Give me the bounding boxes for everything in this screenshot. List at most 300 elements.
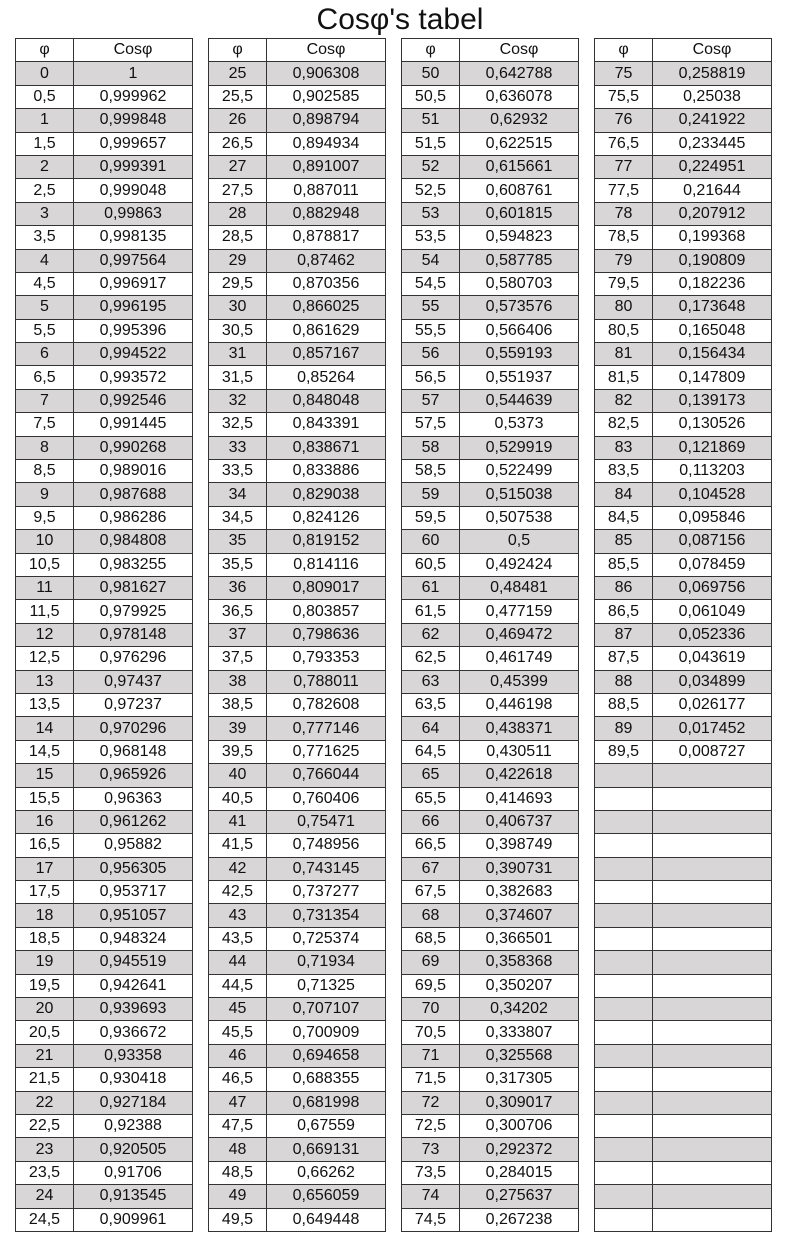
cos-cell: 0,061049 xyxy=(653,600,772,623)
table-row xyxy=(16,1161,772,1184)
column-gap xyxy=(386,132,402,155)
phi-cell: 60 xyxy=(402,530,460,553)
phi-cell: 57,5 xyxy=(402,413,460,436)
phi-cell: 38,5 xyxy=(209,693,267,716)
cos-cell: 0,95882 xyxy=(74,834,193,857)
phi-cell xyxy=(595,1208,653,1231)
table-row xyxy=(16,483,772,506)
table-row xyxy=(16,366,772,389)
cos-cell: 0,848048 xyxy=(267,389,386,412)
column-gap xyxy=(386,764,402,787)
cos-cell: 0,870356 xyxy=(267,272,386,295)
column-gap xyxy=(579,951,595,974)
cos-cell xyxy=(653,974,772,997)
phi-cell: 21 xyxy=(16,1044,74,1067)
cos-cell: 0,725374 xyxy=(267,927,386,950)
phi-cell: 39,5 xyxy=(209,740,267,763)
cos-cell: 0,956305 xyxy=(74,857,193,880)
cos-cell: 0,190809 xyxy=(653,249,772,272)
cos-cell: 0,803857 xyxy=(267,600,386,623)
cos-cell: 0,580703 xyxy=(460,272,579,295)
phi-cell: 76,5 xyxy=(595,132,653,155)
phi-cell: 31,5 xyxy=(209,366,267,389)
table-row xyxy=(16,226,772,249)
phi-cell: 88,5 xyxy=(595,693,653,716)
cos-cell: 0,809017 xyxy=(267,576,386,599)
column-gap xyxy=(193,483,209,506)
cos-cell: 0,544639 xyxy=(460,389,579,412)
column-gap xyxy=(579,623,595,646)
table-row xyxy=(16,740,772,763)
phi-cell: 37,5 xyxy=(209,647,267,670)
phi-cell: 35,5 xyxy=(209,553,267,576)
cos-cell: 0,984808 xyxy=(74,530,193,553)
cos-cell: 0,976296 xyxy=(74,647,193,670)
phi-cell xyxy=(595,1068,653,1091)
column-gap xyxy=(193,319,209,342)
cos-cell: 0,608761 xyxy=(460,179,579,202)
column-gap xyxy=(193,296,209,319)
phi-cell: 1 xyxy=(16,109,74,132)
phi-cell: 75 xyxy=(595,62,653,85)
phi-cell: 79 xyxy=(595,249,653,272)
cos-cell: 0,99863 xyxy=(74,202,193,225)
phi-cell: 6,5 xyxy=(16,366,74,389)
cos-cell: 0,430511 xyxy=(460,740,579,763)
phi-cell: 1,5 xyxy=(16,132,74,155)
table-row xyxy=(16,389,772,412)
cos-cell: 0,694658 xyxy=(267,1044,386,1067)
cos-cell: 0,636078 xyxy=(460,85,579,108)
column-gap xyxy=(579,296,595,319)
column-gap xyxy=(386,39,402,62)
cos-cell: 0,989016 xyxy=(74,460,193,483)
phi-cell: 40,5 xyxy=(209,787,267,810)
phi-cell: 87 xyxy=(595,623,653,646)
cos-cell: 0,945519 xyxy=(74,951,193,974)
phi-cell: 26 xyxy=(209,109,267,132)
table-row xyxy=(16,787,772,810)
column-gap xyxy=(579,343,595,366)
column-gap xyxy=(193,998,209,1021)
phi-cell: 12 xyxy=(16,623,74,646)
column-gap xyxy=(193,600,209,623)
column-gap xyxy=(579,670,595,693)
cos-cell: 0,522499 xyxy=(460,460,579,483)
phi-cell: 39 xyxy=(209,717,267,740)
phi-cell: 73,5 xyxy=(402,1161,460,1184)
phi-cell: 48 xyxy=(209,1138,267,1161)
cos-cell: 0,017452 xyxy=(653,717,772,740)
phi-cell xyxy=(595,1114,653,1137)
cos-cell: 0,267238 xyxy=(460,1208,579,1231)
cos-cell: 0,91706 xyxy=(74,1161,193,1184)
cos-cell: 0,438371 xyxy=(460,717,579,740)
column-gap xyxy=(386,296,402,319)
table-row xyxy=(16,693,772,716)
phi-cell xyxy=(595,834,653,857)
cos-cell: 0,71934 xyxy=(267,951,386,974)
phi-cell xyxy=(595,1044,653,1067)
phi-cell: 2,5 xyxy=(16,179,74,202)
phi-cell: 68 xyxy=(402,904,460,927)
column-gap xyxy=(579,1044,595,1067)
phi-cell: 26,5 xyxy=(209,132,267,155)
cos-cell: 0,241922 xyxy=(653,109,772,132)
column-gap xyxy=(193,530,209,553)
column-gap xyxy=(193,647,209,670)
column-gap xyxy=(386,179,402,202)
phi-cell: 67,5 xyxy=(402,881,460,904)
cos-cell: 0,414693 xyxy=(460,787,579,810)
phi-cell: 25 xyxy=(209,62,267,85)
phi-cell: 13 xyxy=(16,670,74,693)
table-row xyxy=(16,1138,772,1161)
column-gap xyxy=(193,904,209,927)
phi-cell xyxy=(595,998,653,1021)
column-gap xyxy=(386,155,402,178)
table-row xyxy=(16,460,772,483)
cos-cell: 0,978148 xyxy=(74,623,193,646)
phi-cell: 13,5 xyxy=(16,693,74,716)
column-gap xyxy=(579,389,595,412)
phi-cell: 80,5 xyxy=(595,319,653,342)
phi-cell: 62 xyxy=(402,623,460,646)
cos-cell: 0,374607 xyxy=(460,904,579,927)
phi-cell: 30,5 xyxy=(209,319,267,342)
column-gap xyxy=(579,1068,595,1091)
phi-cell: 70 xyxy=(402,998,460,1021)
column-gap xyxy=(193,1161,209,1184)
column-gap xyxy=(193,226,209,249)
table-row xyxy=(16,576,772,599)
phi-cell: 78 xyxy=(595,202,653,225)
column-gap xyxy=(193,506,209,529)
cos-cell: 0,622515 xyxy=(460,132,579,155)
cos-cell: 0,992546 xyxy=(74,389,193,412)
cos-cell: 0,559193 xyxy=(460,343,579,366)
phi-cell xyxy=(595,1185,653,1208)
table-row xyxy=(16,553,772,576)
cos-cell: 0,292372 xyxy=(460,1138,579,1161)
cos-cell: 0,67559 xyxy=(267,1114,386,1137)
cos-cell: 0,529919 xyxy=(460,436,579,459)
column-gap xyxy=(193,109,209,132)
phi-cell xyxy=(595,951,653,974)
phi-cell: 70,5 xyxy=(402,1021,460,1044)
cos-cell: 0,887011 xyxy=(267,179,386,202)
cos-cell: 0,743145 xyxy=(267,857,386,880)
cos-cell: 1 xyxy=(74,62,193,85)
phi-cell: 60,5 xyxy=(402,553,460,576)
phi-cell: 45,5 xyxy=(209,1021,267,1044)
column-gap xyxy=(386,857,402,880)
table-row xyxy=(16,530,772,553)
column-gap xyxy=(579,460,595,483)
column-gap xyxy=(579,155,595,178)
phi-cell: 32,5 xyxy=(209,413,267,436)
phi-cell: 5 xyxy=(16,296,74,319)
cos-cell: 0,882948 xyxy=(267,202,386,225)
cos-cell xyxy=(653,881,772,904)
cos-cell: 0,968148 xyxy=(74,740,193,763)
cos-cell: 0,970296 xyxy=(74,717,193,740)
column-gap xyxy=(386,226,402,249)
cos-cell: 0,909961 xyxy=(74,1208,193,1231)
column-gap xyxy=(193,717,209,740)
table-row xyxy=(16,857,772,880)
column-gap xyxy=(193,249,209,272)
phi-cell: 48,5 xyxy=(209,1161,267,1184)
cos-cell: 0,961262 xyxy=(74,810,193,833)
phi-cell: 24 xyxy=(16,1185,74,1208)
column-gap xyxy=(386,506,402,529)
phi-cell: 61 xyxy=(402,576,460,599)
cos-cell: 0,573576 xyxy=(460,296,579,319)
column-gap xyxy=(386,693,402,716)
cos-cell: 0,139173 xyxy=(653,389,772,412)
phi-cell: 34 xyxy=(209,483,267,506)
cos-cell: 0,997564 xyxy=(74,249,193,272)
cos-cell: 0,207912 xyxy=(653,202,772,225)
cos-cell: 0,422618 xyxy=(460,764,579,787)
column-gap xyxy=(386,1091,402,1114)
cos-cell xyxy=(653,764,772,787)
column-gap xyxy=(193,623,209,646)
column-gap xyxy=(579,179,595,202)
phi-cell: 65 xyxy=(402,764,460,787)
cos-cell xyxy=(653,998,772,1021)
phi-cell: 66,5 xyxy=(402,834,460,857)
column-gap xyxy=(193,951,209,974)
cos-cell: 0,913545 xyxy=(74,1185,193,1208)
phi-cell: 12,5 xyxy=(16,647,74,670)
column-gap xyxy=(193,155,209,178)
column-gap xyxy=(579,413,595,436)
cos-cell: 0,095846 xyxy=(653,506,772,529)
column-gap xyxy=(579,740,595,763)
column-gap xyxy=(386,85,402,108)
table-row xyxy=(16,717,772,740)
column-gap xyxy=(386,834,402,857)
cos-cell: 0,814116 xyxy=(267,553,386,576)
cos-cell: 0,999962 xyxy=(74,85,193,108)
table-row xyxy=(16,881,772,904)
phi-cell: 63 xyxy=(402,670,460,693)
column-gap xyxy=(193,85,209,108)
phi-cell: 11,5 xyxy=(16,600,74,623)
cos-header: Cosφ xyxy=(267,39,386,62)
phi-cell: 44,5 xyxy=(209,974,267,997)
phi-cell: 49 xyxy=(209,1185,267,1208)
phi-cell: 89 xyxy=(595,717,653,740)
phi-cell: 88 xyxy=(595,670,653,693)
phi-cell: 16,5 xyxy=(16,834,74,857)
cos-cell: 0,300706 xyxy=(460,1114,579,1137)
column-gap xyxy=(579,1114,595,1137)
column-gap xyxy=(579,366,595,389)
table-row xyxy=(16,1044,772,1067)
phi-cell: 16 xyxy=(16,810,74,833)
column-gap xyxy=(386,717,402,740)
column-gap xyxy=(579,202,595,225)
cos-cell: 0,97237 xyxy=(74,693,193,716)
cos-cell: 0,594823 xyxy=(460,226,579,249)
phi-cell: 56,5 xyxy=(402,366,460,389)
table-row xyxy=(16,623,772,646)
cos-cell: 0,669131 xyxy=(267,1138,386,1161)
cos-cell: 0,939693 xyxy=(74,998,193,1021)
column-gap xyxy=(193,413,209,436)
phi-cell: 55,5 xyxy=(402,319,460,342)
cos-cell: 0,819152 xyxy=(267,530,386,553)
phi-cell: 53,5 xyxy=(402,226,460,249)
column-gap xyxy=(579,109,595,132)
cos-header: Cosφ xyxy=(653,39,772,62)
phi-cell: 9,5 xyxy=(16,506,74,529)
column-gap xyxy=(386,647,402,670)
phi-cell: 17 xyxy=(16,857,74,880)
phi-cell: 57 xyxy=(402,389,460,412)
cos-cell: 0,998135 xyxy=(74,226,193,249)
cos-cell: 0,996195 xyxy=(74,296,193,319)
cos-cell: 0,358368 xyxy=(460,951,579,974)
column-gap xyxy=(193,1138,209,1161)
cos-cell: 0,930418 xyxy=(74,1068,193,1091)
phi-cell: 58,5 xyxy=(402,460,460,483)
column-gap xyxy=(193,1185,209,1208)
cos-cell: 0,861629 xyxy=(267,319,386,342)
cos-cell: 0,113203 xyxy=(653,460,772,483)
column-gap xyxy=(386,343,402,366)
cos-cell: 0,34202 xyxy=(460,998,579,1021)
phi-cell: 44 xyxy=(209,951,267,974)
table-row xyxy=(16,343,772,366)
page-title: Cosφ's tabel xyxy=(316,3,484,36)
phi-cell: 50 xyxy=(402,62,460,85)
column-gap xyxy=(193,1114,209,1137)
cos-cell: 0,990268 xyxy=(74,436,193,459)
phi-cell xyxy=(595,1091,653,1114)
table-row xyxy=(16,1185,772,1208)
table-row xyxy=(16,202,772,225)
cos-cell: 0,649448 xyxy=(267,1208,386,1231)
column-gap xyxy=(579,1091,595,1114)
table-row xyxy=(16,1021,772,1044)
cos-cell: 0,981627 xyxy=(74,576,193,599)
table-row xyxy=(16,670,772,693)
phi-cell: 20 xyxy=(16,998,74,1021)
phi-cell: 81,5 xyxy=(595,366,653,389)
phi-cell: 32 xyxy=(209,389,267,412)
phi-cell: 27,5 xyxy=(209,179,267,202)
table-row xyxy=(16,319,772,342)
phi-cell: 64 xyxy=(402,717,460,740)
column-gap xyxy=(386,1185,402,1208)
phi-cell: 75,5 xyxy=(595,85,653,108)
column-gap xyxy=(193,810,209,833)
column-gap xyxy=(193,436,209,459)
cos-header: Cosφ xyxy=(74,39,193,62)
cos-cell: 0,034899 xyxy=(653,670,772,693)
cos-cell: 0,317305 xyxy=(460,1068,579,1091)
cos-cell: 0,224951 xyxy=(653,155,772,178)
phi-header: φ xyxy=(402,39,460,62)
column-gap xyxy=(193,366,209,389)
column-gap xyxy=(579,1021,595,1044)
column-gap xyxy=(386,1021,402,1044)
cos-cell: 0,96363 xyxy=(74,787,193,810)
cos-cell xyxy=(653,1068,772,1091)
cos-cell: 0,104528 xyxy=(653,483,772,506)
phi-cell: 10,5 xyxy=(16,553,74,576)
cos-cell: 0,165048 xyxy=(653,319,772,342)
phi-cell: 14 xyxy=(16,717,74,740)
phi-cell: 17,5 xyxy=(16,881,74,904)
column-gap xyxy=(193,740,209,763)
column-gap xyxy=(386,1068,402,1091)
phi-cell: 53 xyxy=(402,202,460,225)
column-gap xyxy=(193,693,209,716)
phi-cell: 78,5 xyxy=(595,226,653,249)
column-gap xyxy=(193,834,209,857)
table-row xyxy=(16,998,772,1021)
cos-cell: 0,62932 xyxy=(460,109,579,132)
cos-cell xyxy=(653,787,772,810)
cos-cell: 0,87462 xyxy=(267,249,386,272)
phi-cell: 36 xyxy=(209,576,267,599)
phi-cell: 22 xyxy=(16,1091,74,1114)
column-gap xyxy=(193,787,209,810)
cos-cell: 0,275637 xyxy=(460,1185,579,1208)
phi-cell: 47,5 xyxy=(209,1114,267,1137)
cos-cell: 0,199368 xyxy=(653,226,772,249)
phi-cell: 72,5 xyxy=(402,1114,460,1137)
column-gap xyxy=(579,226,595,249)
phi-cell: 4,5 xyxy=(16,272,74,295)
cos-cell: 0,936672 xyxy=(74,1021,193,1044)
phi-cell: 37 xyxy=(209,623,267,646)
cos-cell: 0,258819 xyxy=(653,62,772,85)
phi-cell xyxy=(595,1021,653,1044)
phi-cell: 82 xyxy=(595,389,653,412)
column-gap xyxy=(386,272,402,295)
table-row xyxy=(16,272,772,295)
cos-cell: 0,707107 xyxy=(267,998,386,1021)
phi-cell: 29 xyxy=(209,249,267,272)
column-gap xyxy=(386,1114,402,1137)
cos-cell: 0,515038 xyxy=(460,483,579,506)
cos-cell: 0,21644 xyxy=(653,179,772,202)
column-gap xyxy=(386,202,402,225)
column-gap xyxy=(386,436,402,459)
table-row xyxy=(16,647,772,670)
column-gap xyxy=(579,974,595,997)
column-gap xyxy=(579,1161,595,1184)
phi-cell: 28 xyxy=(209,202,267,225)
phi-cell: 11 xyxy=(16,576,74,599)
phi-cell: 34,5 xyxy=(209,506,267,529)
phi-cell: 19 xyxy=(16,951,74,974)
cos-cell: 0,390731 xyxy=(460,857,579,880)
column-gap xyxy=(386,974,402,997)
column-gap xyxy=(193,927,209,950)
phi-cell: 24,5 xyxy=(16,1208,74,1231)
column-gap xyxy=(579,693,595,716)
column-gap xyxy=(193,1068,209,1091)
phi-cell: 54,5 xyxy=(402,272,460,295)
cos-cell: 0,920505 xyxy=(74,1138,193,1161)
